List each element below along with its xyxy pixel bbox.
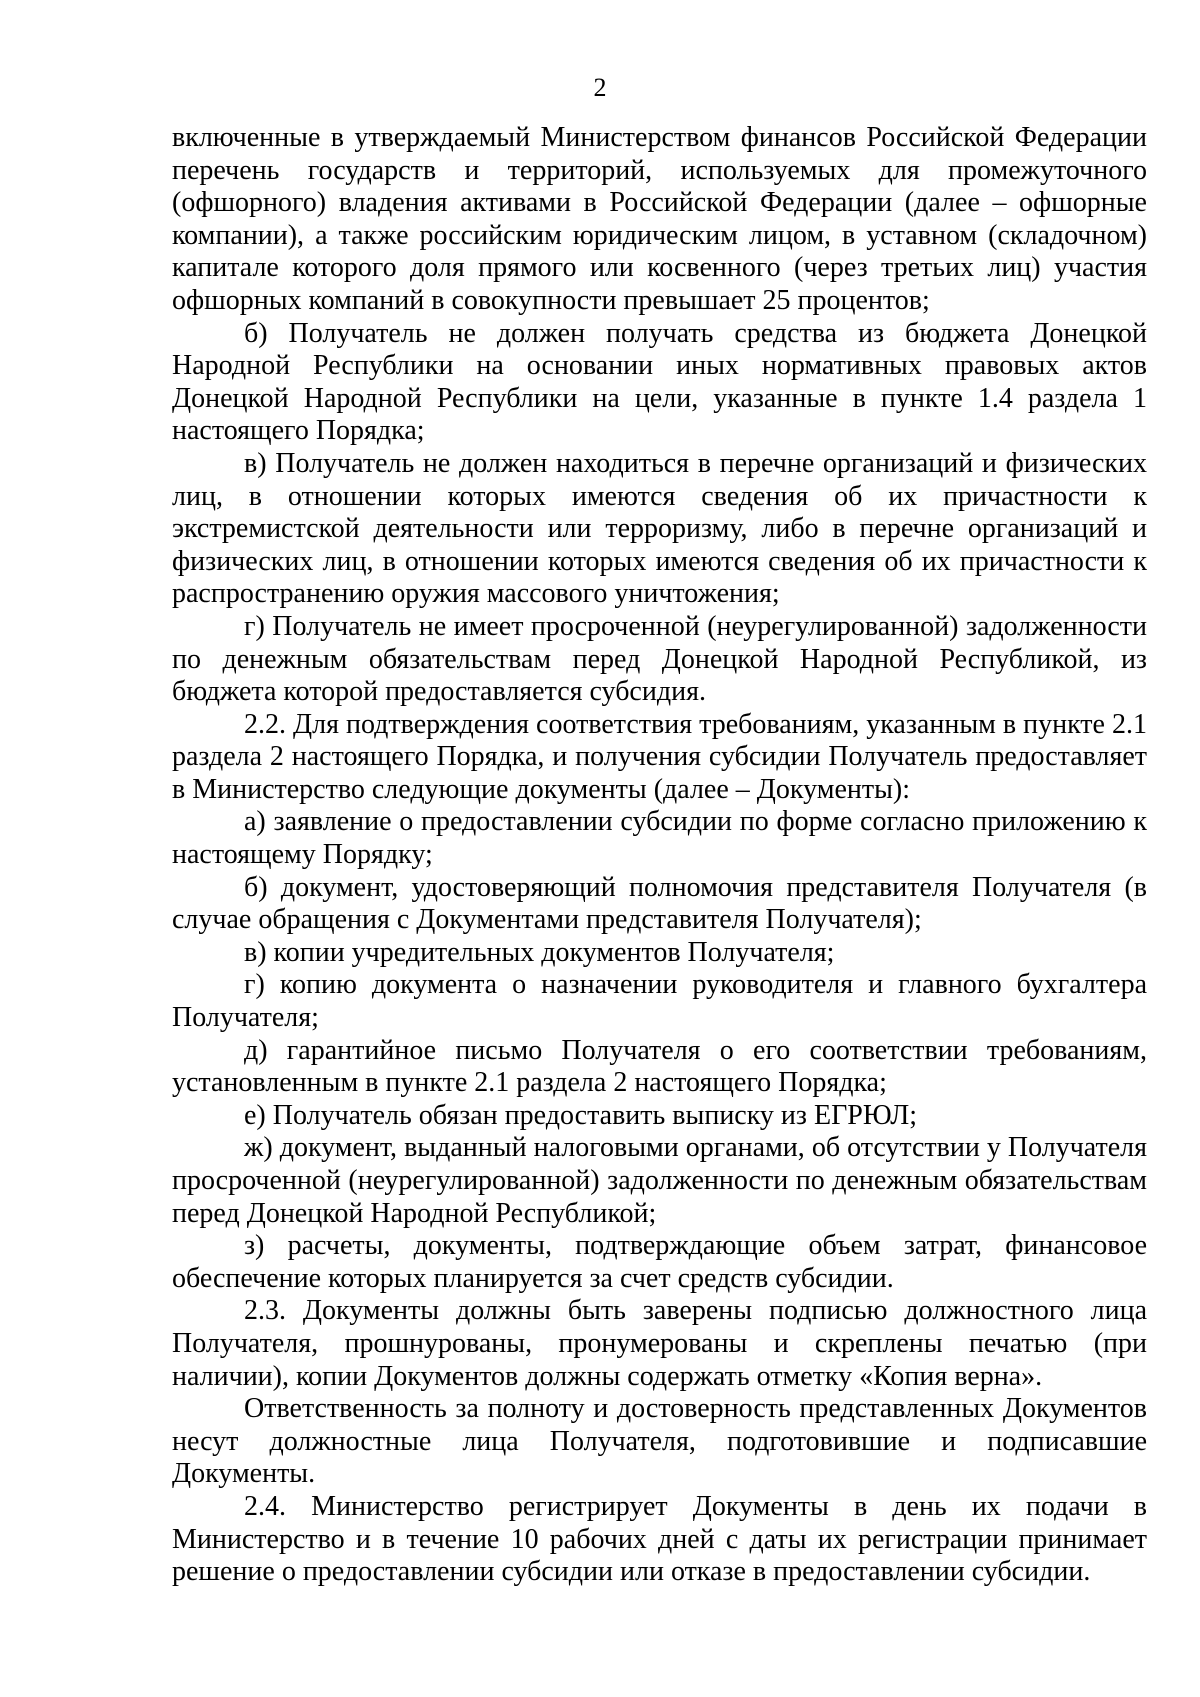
paragraph-doc-v-founding: в) копии учредительных документов Получателя;	[244, 936, 835, 968]
paragraph-item-g-debt: г) Получатель не имеет просроченной (неурегулированной) задолженности по денежным обязательствам перед Донецкой Народной Республикой, из бюджета которой предоставляется субсидия.	[172, 610, 1147, 708]
paragraph-item-v-extremism: в) Получатель не должен находиться в перечне организаций и физических лиц, в отношении которых имеются сведения об их причастности к экстремистской деятельности или терроризму, либо в перечне организаций и физических лиц, в отношении которых имеются сведения об их причастности к распространению оружия массового уничтожения;	[172, 447, 1147, 610]
page-number: 2	[593, 73, 607, 102]
paragraph-doc-e-egrul: е) Получатель обязан предоставить выписку из ЕГРЮЛ;	[244, 1099, 917, 1131]
paragraph-responsibility: Ответственность за полноту и достоверность представленных Документов несут должностные лица Получателя, подготовившие и подписавшие Документы.	[172, 1393, 1147, 1490]
paragraph-section-2-2: 2.2. Для подтверждения соответствия требованиям, указанным в пункте 2.1 раздела 2 настоящего Порядка, и получения субсидии Получатель предоставляет в Министерство следующие документы (далее – Документы):	[172, 708, 1147, 805]
paragraph-section-2-4: 2.4. Министерство регистрирует Документы в день их подачи в Министерство и в течение 10 рабочих дней с даты их регистрации принимает решение о предоставлении субсидии или отказе в предоставлении субсидии.	[172, 1490, 1147, 1588]
paragraph-doc-zh-tax: ж) документ, выданный налоговыми органами, об отсутствии у Получателя просроченной (неурегулированной) задолженности по денежным обязательствам перед Донецкой Народной Республикой;	[172, 1132, 1147, 1229]
paragraph-doc-d-guarantee: д) гарантийное письмо Получателя о его соответствии требованиям, установленным в пункте 2.1 раздела 2 настоящего Порядка;	[172, 1034, 1147, 1099]
document-body	[172, 122, 1147, 1589]
paragraph-section-2-3: 2.3. Документы должны быть заверены подписью должностного лица Получателя, прошнурованы, пронумерованы и скреплены печатью (при наличии), копии Документов должны содержать отметку «Копия верна».	[172, 1295, 1147, 1392]
paragraph-item-b-budget: б) Получатель не должен получать средства из бюджета Донецкой Народной Республики на основании иных нормативных правовых актов Донецкой Народной Республики на цели, указанные в пункте 1.4 раздела 1 настоящего Порядка;	[172, 317, 1147, 447]
paragraph-continuation: включенные в утверждаемый Министерством финансов Российской Федерации перечень государств и территорий, используемых для промежуточного (офшорного) владения активами в Российской Федерации (далее – офшорные компании), а также российским юридическим лицом, в уставном (складочном) капитале которого доля прямого или косвенного (через третьих лиц) участия офшорных компаний в совокупности превышает 25 процентов;	[172, 122, 1147, 316]
paragraph-doc-b-authority: б) документ, удостоверяющий полномочия представителя Получателя (в случае обращения с Документами представителя Получателя);	[172, 871, 1147, 936]
paragraph-doc-g-appointment: г) копию документа о назначении руководителя и главного бухгалтера Получателя;	[172, 969, 1147, 1034]
paragraph-doc-z-calculations: з) расчеты, документы, подтверждающие объем затрат, финансовое обеспечение которых планируется за счет средств субсидии.	[172, 1230, 1147, 1294]
paragraph-doc-a-application: а) заявление о предоставлении субсидии по форме согласно приложению к настоящему Порядку;	[172, 806, 1147, 871]
